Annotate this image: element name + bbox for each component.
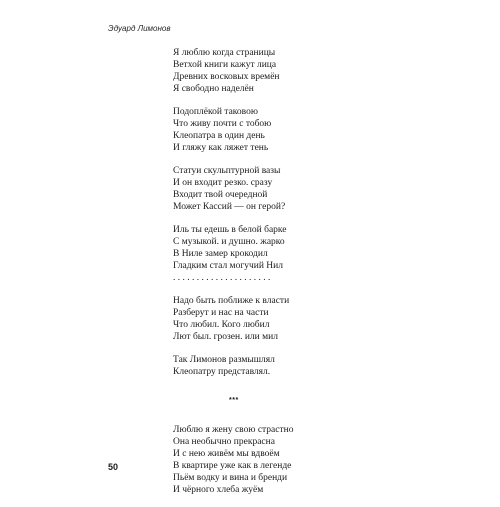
poem-line: Входит твой очередной xyxy=(173,190,268,200)
stanza xyxy=(173,165,403,213)
poem-line: Гладким стал могучий Нил xyxy=(173,261,283,271)
poem-line: Так Лимонов размышлял xyxy=(173,355,275,365)
stanza xyxy=(173,47,403,95)
poem-line: Надо быть поближе к власти xyxy=(173,296,290,306)
stanza xyxy=(173,224,403,284)
poem-line: Она необычно прекрасна xyxy=(173,437,275,447)
poem-line: Люблю я жену свою страстно xyxy=(173,425,294,435)
poem-line: И чёрного хлеба жуём xyxy=(173,485,264,495)
poem-line: Клеопатру представлял. xyxy=(173,367,271,377)
poem-line: Разберут и нас на части xyxy=(173,308,269,318)
poem-line: И с нею живём мы вдвоём xyxy=(173,449,280,459)
poem-line: В квартире уже как в легенде xyxy=(173,461,292,471)
poem-line: Подоплёкой таковою xyxy=(173,107,258,117)
poem-line: И он входит резко. сразу xyxy=(173,178,273,188)
poem-line: Статуи скульптурной вазы xyxy=(173,166,281,176)
poem-line: Древних восковых времён xyxy=(173,72,280,82)
stanza xyxy=(173,106,403,154)
poem-line: Я люблю когда страницы xyxy=(173,48,276,58)
poem-line: Что живу почти с тобою xyxy=(173,119,272,129)
poem-text xyxy=(173,47,403,507)
poem-line: Иль ты едешь в белой барке xyxy=(173,225,287,235)
poem-line: И гляжу как ляжет тень xyxy=(173,143,269,153)
poem-line: Я свободно наделён xyxy=(173,84,254,94)
section-divider: *** xyxy=(229,397,239,404)
ellipsis-line: . . . . . . . . . . . . . . . . . . . . . xyxy=(173,273,271,283)
poem-line: В Ниле замер крокодил xyxy=(173,249,268,259)
poem-line: Может Кассий — он герой? xyxy=(173,202,286,212)
page-number: 50 xyxy=(108,462,119,472)
poem-line: Клеопатра в один день xyxy=(173,131,265,141)
poem-line: Лют был. грозен. или мил xyxy=(173,332,278,342)
poem-line: Пьём водку и вина и бренди xyxy=(173,473,288,483)
poem-line: Ветхой книги кажут лица xyxy=(173,60,277,70)
running-header-author: Эдуард Лимонов xyxy=(108,24,171,33)
poem-line: С музыкой. и душно. жарко xyxy=(173,237,285,247)
stanza xyxy=(173,424,403,496)
stanza xyxy=(173,295,403,343)
poem-line: Что любил. Кого любил xyxy=(173,320,270,330)
stanza xyxy=(173,354,403,378)
